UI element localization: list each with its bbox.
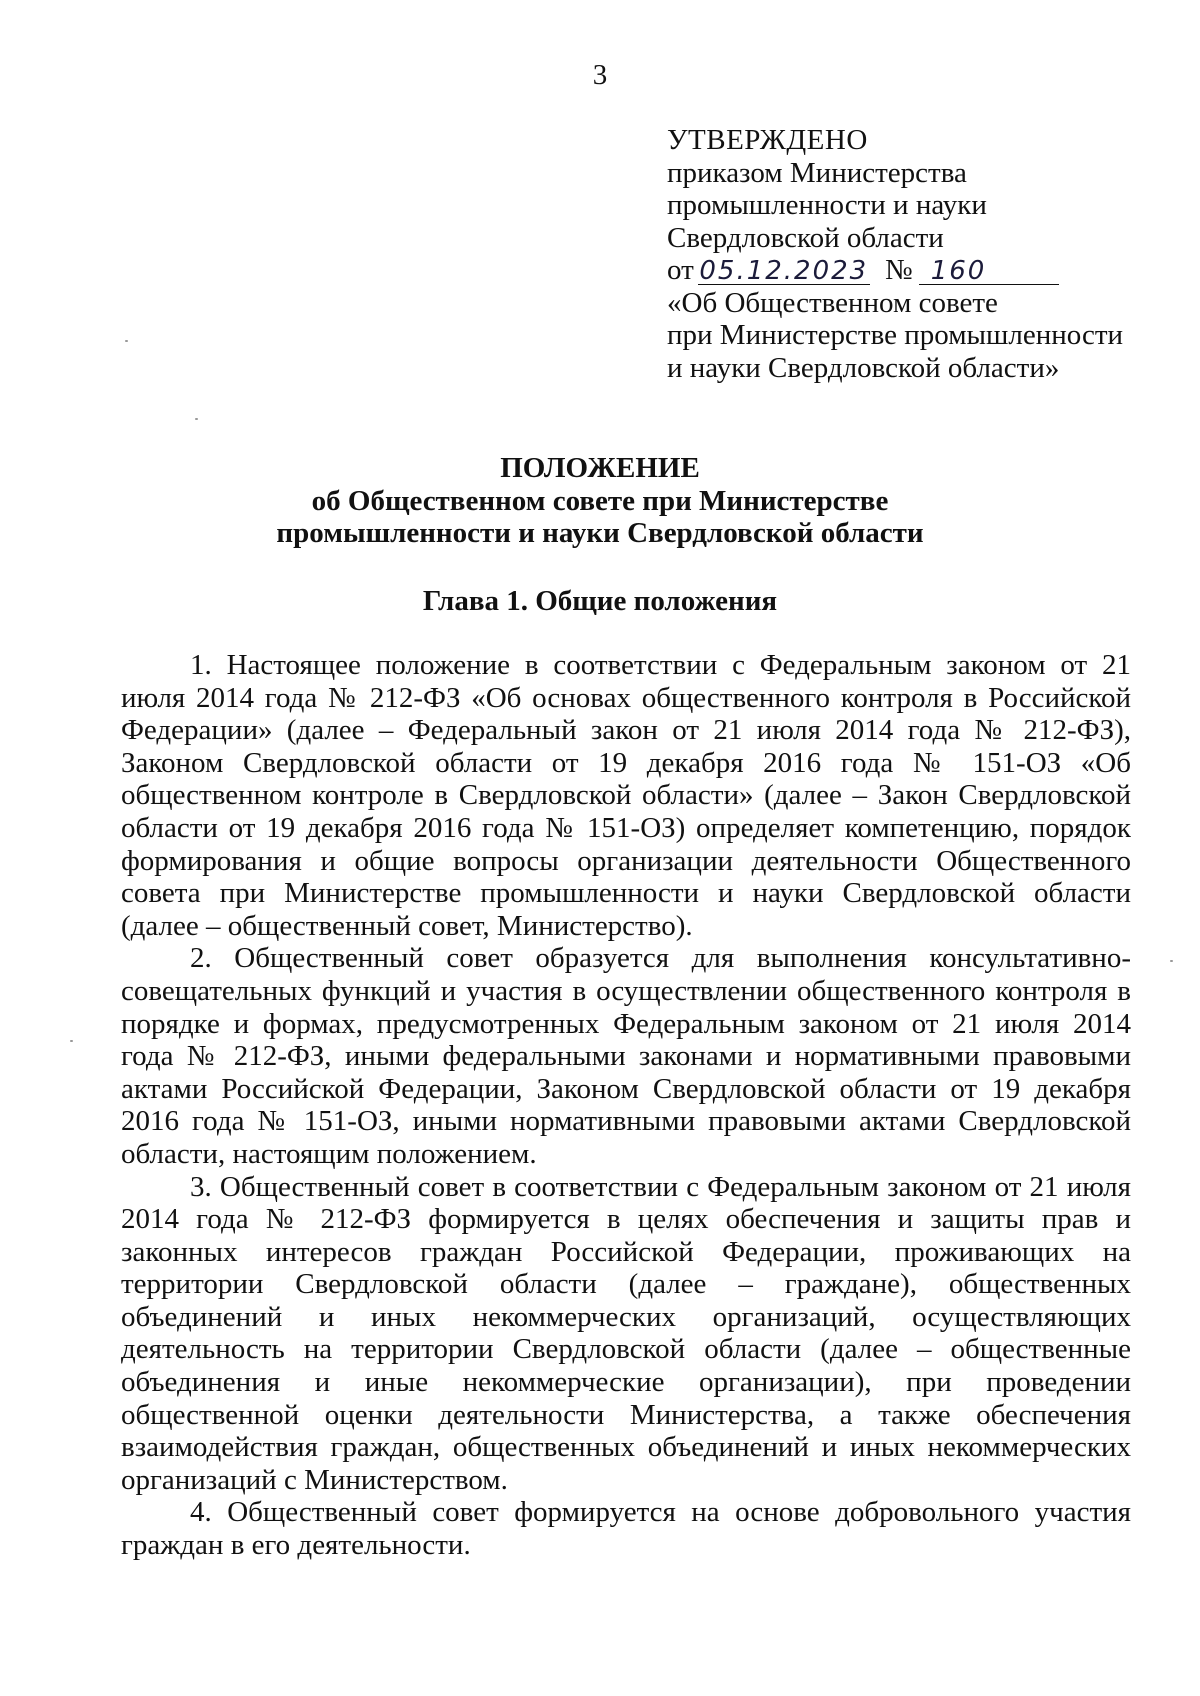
title-line-1: ПОЛОЖЕНИЕ	[500, 452, 700, 484]
title-line-3: промышленности и науки Свердловской области	[276, 517, 924, 549]
approval-line-6: при Министерстве промышленности	[667, 319, 1124, 351]
paragraph-4: 4. Общественный совет формируется на основе добровольного участия граждан в его деятельности.	[121, 1496, 1131, 1562]
handwritten-date: 05.12.2023	[699, 256, 869, 286]
paragraph-3: 3. Общественный совет в соответствии с Федеральным законом от 21 июля 2014 года № 212-ФЗ формируется в целях обеспечения и защиты прав и законных интересов граждан Российской Федерации, проживающих на территории Свердловской области (далее – граждане), общественных объединений и иных некоммерческих организаций, осуществляющих деятельность на территории Свердловской области (далее – общественные объединения и иные некоммерческие организации), при проведении общественной оценки деятельности Министерства, а также обеспечения взаимодействия граждан, общественных объединений и иных некоммерческих организаций с Министерством.	[121, 1170, 1131, 1496]
body-text	[121, 649, 1131, 1562]
approval-stamp-block	[667, 124, 1167, 384]
paragraph-1: 1. Настоящее положение в соответствии с Федеральным законом от 21 июля 2014 года № 212-ФЗ «Об основах общественного контроля в Российской Федерации» (далее – Федеральный закон от 21 июля 2014 года № 212-ФЗ), Законом Свердловской области от 19 декабря 2016 года № 151-ОЗ «Об общественном контроле в Свердловской области» (далее – Закон Свердловской области от 19 декабря 2016 года № 151-ОЗ) определяет компетенцию, порядок формирования и общие вопросы организации деятельности Общественного совета при Министерстве промышленности и науки Свердловской области (далее – общественный совет, Министерство).	[121, 649, 1131, 942]
scan-speck	[70, 1040, 73, 1042]
chapter-heading: Глава 1. Общие положения	[422, 585, 778, 617]
scan-speck	[195, 418, 198, 420]
scan-speck	[125, 340, 128, 342]
handwritten-number: 160	[919, 258, 1059, 285]
approval-line-1: приказом Министерства	[667, 156, 967, 189]
number-sign: №	[885, 254, 913, 286]
approval-date-number-line	[667, 254, 1167, 287]
date-prefix: от	[667, 254, 694, 286]
scan-speck	[1170, 960, 1173, 962]
approval-line-7: и науки Свердловской области»	[667, 351, 1060, 384]
page-number: 3	[592, 59, 608, 91]
title-line-2: об Общественном совете при Министерстве	[311, 484, 889, 517]
approval-line-3: Свердловской области	[667, 221, 944, 254]
approval-line-5: «Об Общественном совете	[667, 286, 998, 319]
document-title	[0, 452, 1200, 550]
paragraph-2: 2. Общественный совет образуется для выполнения консультативно-совещательных функций и участия в осуществлении общественного контроля в порядке и формах, предусмотренных Федеральным законом от 21 июля 2014 года № 212-ФЗ, иными федеральными законами и нормативными правовыми актами Российской Федерации, Законом Свердловской области от 19 декабря 2016 года № 151-ОЗ, иными нормативными правовыми актами Свердловской области, настоящим положением.	[121, 942, 1131, 1170]
approval-heading: УТВЕРЖДЕНО	[667, 124, 868, 156]
approval-line-2: промышленности и науки	[667, 189, 987, 221]
